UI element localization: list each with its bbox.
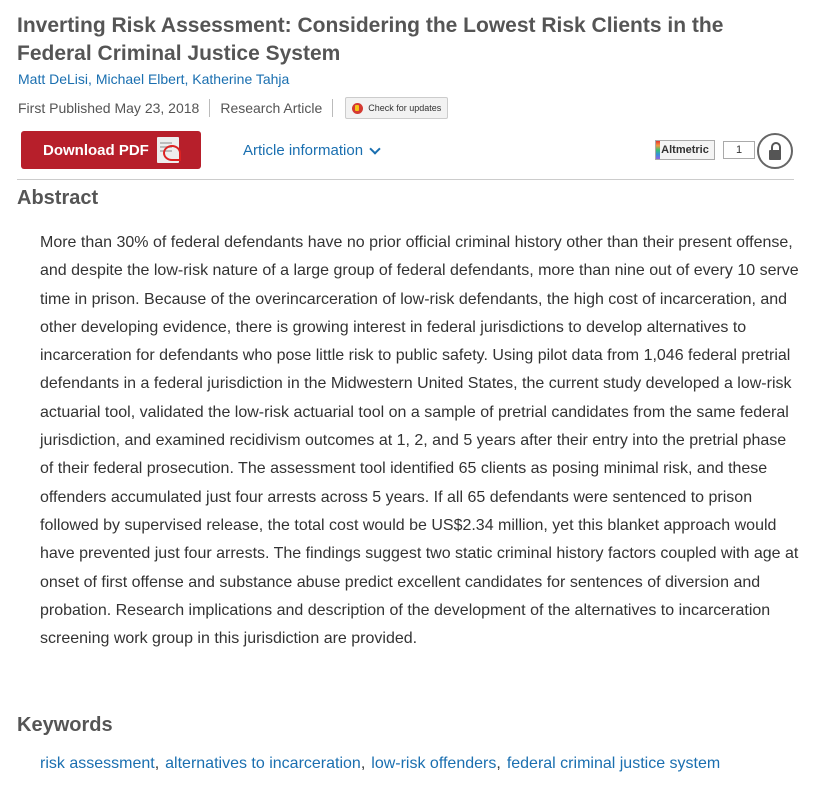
keyword-link[interactable]: federal criminal justice system (506, 755, 721, 772)
keyword-link[interactable]: alternatives to incarceration (165, 755, 361, 772)
author-link[interactable]: Michael Elbert (95, 71, 185, 87)
abstract-heading: Abstract (17, 187, 99, 209)
crossmark-icon (352, 103, 363, 114)
published-date: First Published May 23, 2018 (18, 100, 200, 116)
keyword-separator: , (360, 755, 366, 772)
altmetric-score: 1 (723, 141, 755, 159)
keyword-link[interactable]: low-risk offenders (371, 755, 497, 772)
download-pdf-label: Download PDF (43, 141, 149, 159)
meta-divider (209, 99, 210, 117)
altmetric-badge: Altmetric (655, 140, 715, 160)
chevron-down-icon (369, 143, 380, 154)
keywords-heading: Keywords (17, 714, 113, 736)
author-link[interactable]: Katherine Tahja (192, 71, 290, 87)
header-divider (17, 179, 794, 180)
author-separator: , (184, 71, 193, 87)
author-link[interactable]: Matt DeLisi (18, 71, 89, 87)
keyword-separator: , (154, 755, 160, 772)
keyword-separator: , (496, 755, 501, 772)
abstract-text: More than 30% of federal defendants have no prior official criminal history other than their present offense, and despite the low-risk nature of a large group of federal defendants, more than nine out of every 10 serve time in prison. Because of the overincarceration of low-risk defendants, the high cost of incarceration, and other developing evidence, there is growing interest in federal jurisdictions to develop alternatives to incarceration for defendants who pose little risk to public safety. Using pilot data from 1,046 federal pretrial defendants in a federal jurisdiction in the Midwestern United States, the current study developed a low-risk actuarial tool, validated the low-risk actuarial tool on a sample of pretrial candidates from the same federal jurisdiction, and examined recidivism outcomes at 1, 2, and 5 years after their entry into the pretrial phase of their federal prosecution. The assessment tool identified 65 clients as posing minimal risk, and these offenders accumulated just four arrests across 5 years. If all 65 defendants were sentenced to prison followed by supervised release, the total cost would be US$2.34 million, yet this blanket approach would have prevented just four arrests. The findings suggest two static criminal history factors coupled with age at onset of first offense and substance abuse predict excellent candidates for sentences of diversion and probation. Research implications and description of the development of the alternatives to incarceration screening work group in this jurisdiction are provided. (40, 234, 799, 648)
download-pdf-button[interactable] (21, 131, 201, 169)
article-title: Inverting Risk Assessment: Considering the Lowest Risk Clients in the Federal Criminal Justice System (17, 14, 724, 65)
check-updates-button[interactable] (345, 97, 448, 119)
author-list (18, 71, 289, 87)
meta-divider (332, 99, 333, 117)
author-separator: , (88, 71, 96, 87)
check-updates-label: Check for updates (368, 103, 442, 113)
pdf-icon (157, 137, 179, 163)
keyword-link[interactable]: risk assessment (40, 755, 155, 772)
keyword-list (40, 755, 720, 773)
altmetric-widget[interactable] (655, 140, 755, 160)
article-meta (18, 97, 448, 119)
lock-icon[interactable] (757, 133, 793, 169)
article-information-toggle[interactable] (243, 142, 379, 159)
article-information-label: Article information (243, 142, 364, 159)
article-type: Research Article (220, 100, 323, 116)
